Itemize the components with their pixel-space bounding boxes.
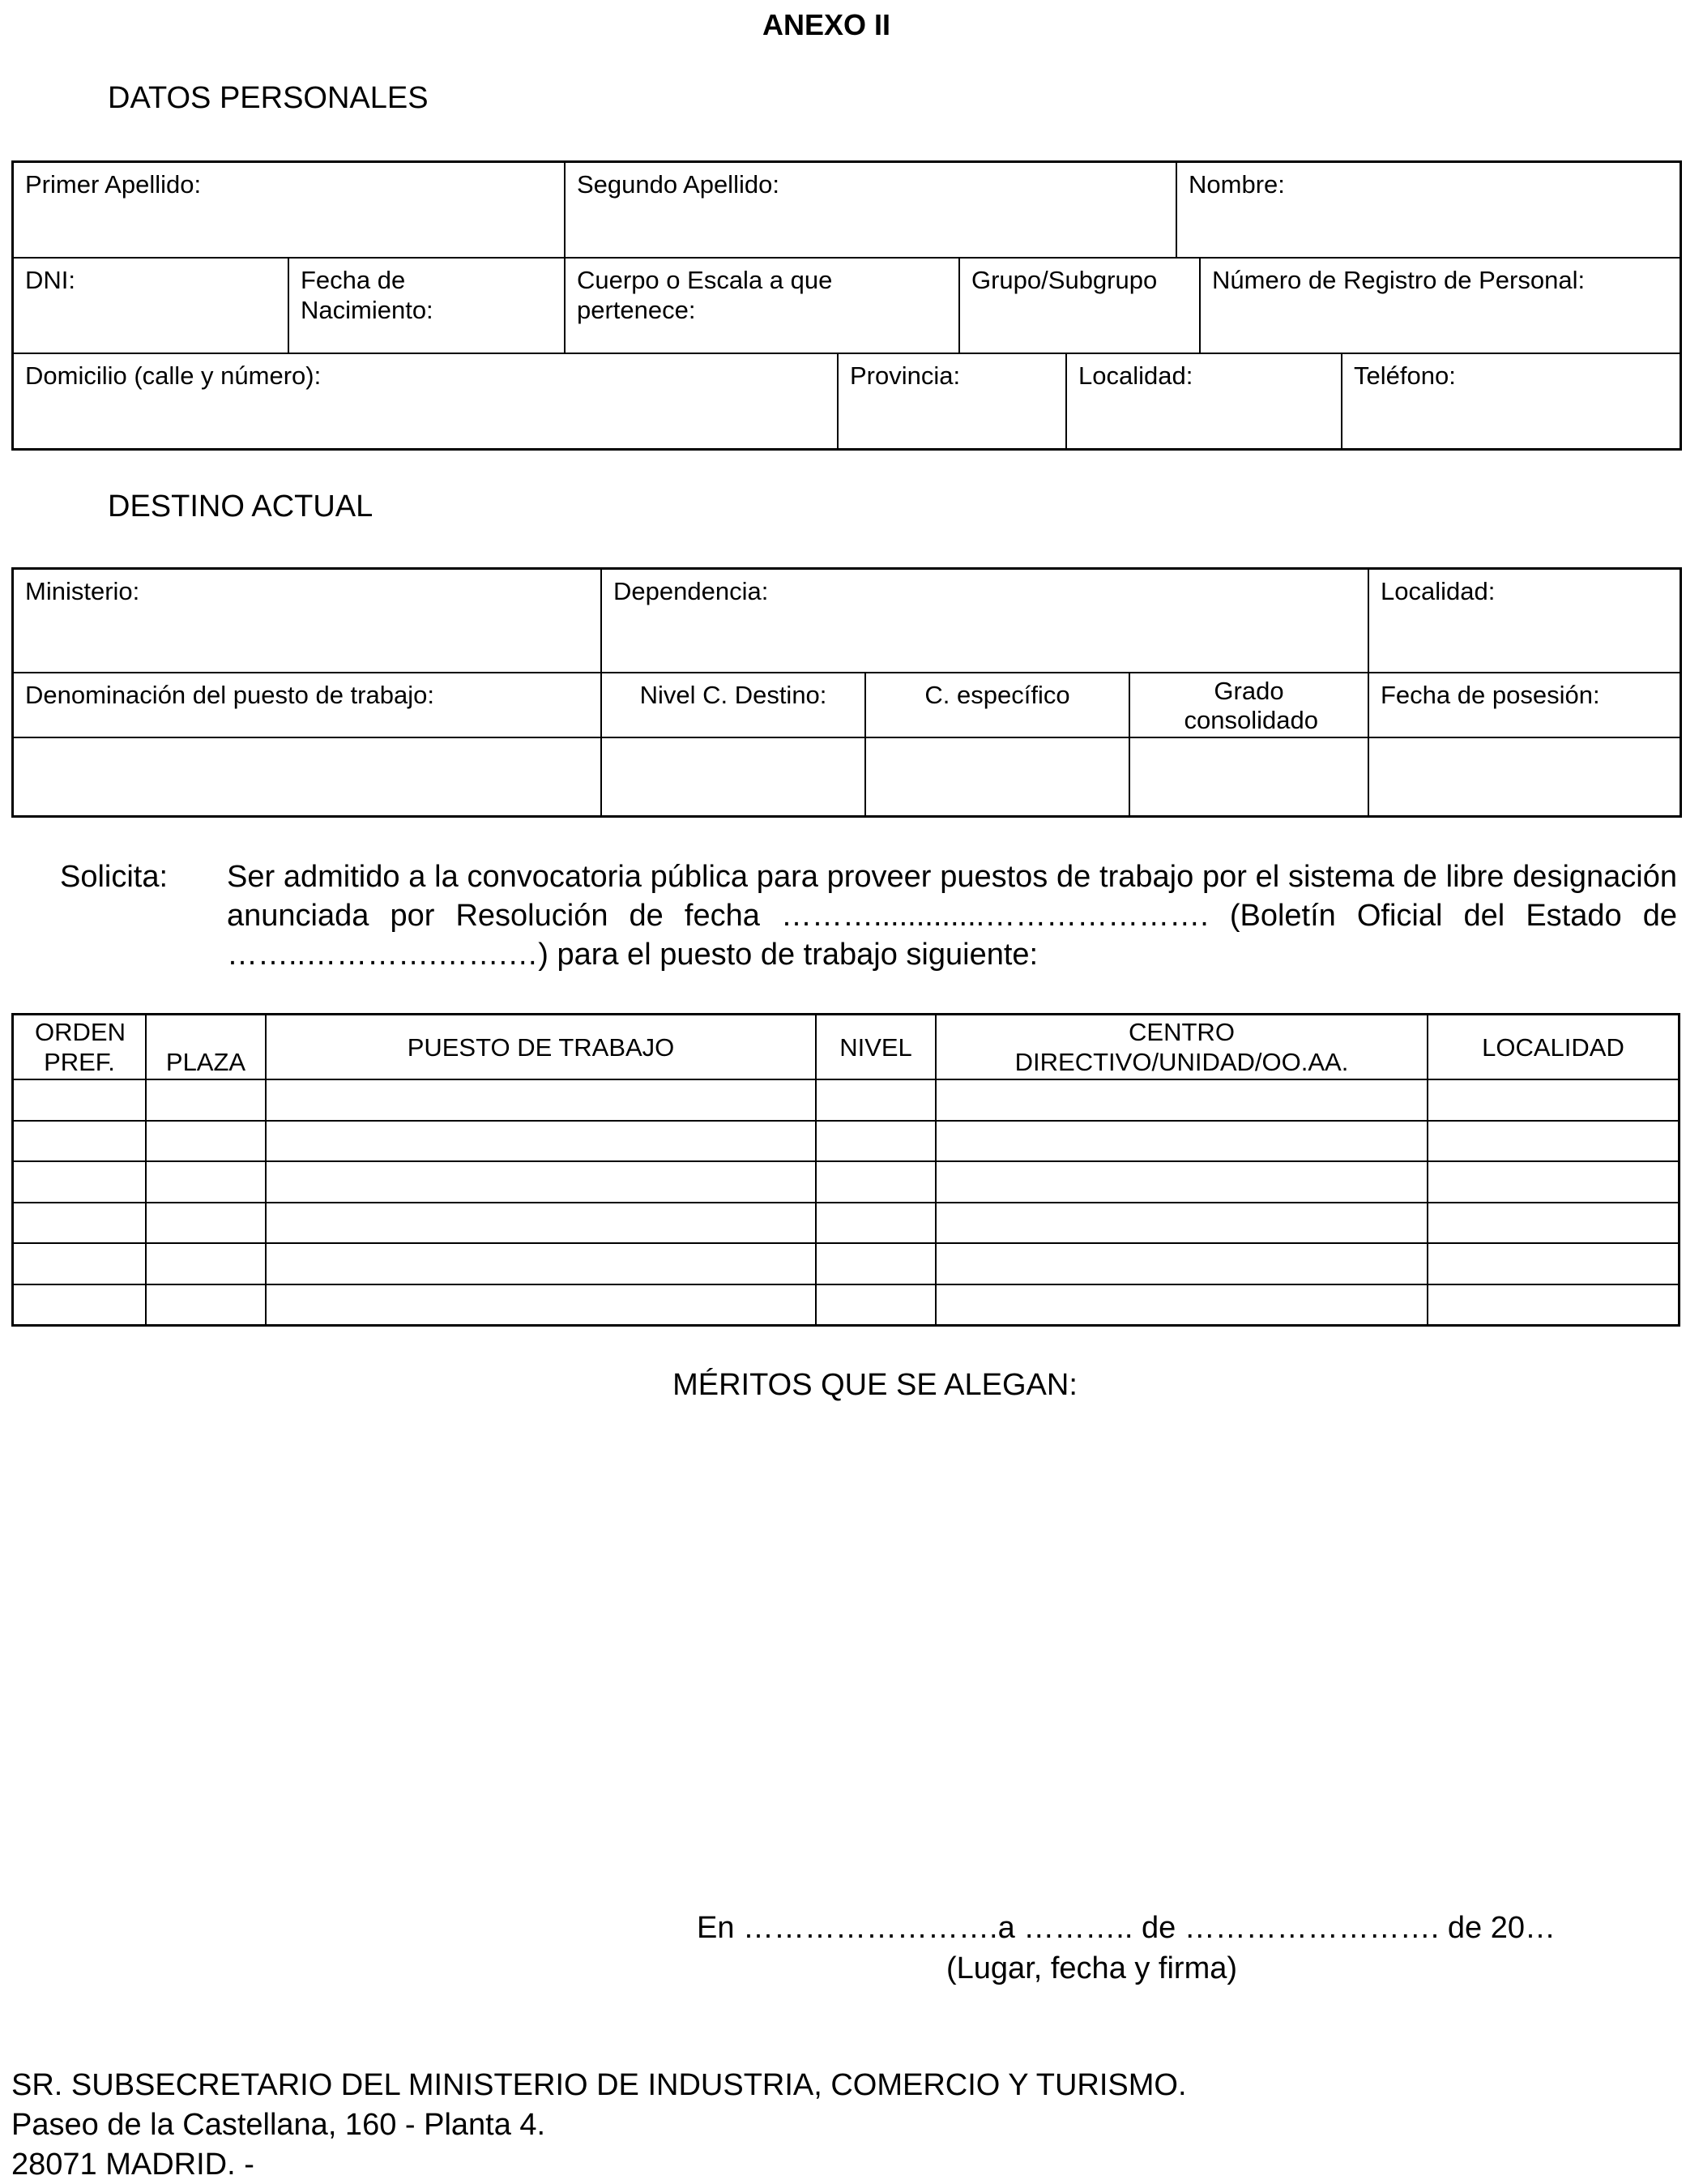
puesto-cell[interactable] <box>147 1244 267 1285</box>
puesto-cell[interactable] <box>937 1080 1428 1122</box>
puesto-cell[interactable] <box>937 1122 1428 1163</box>
firma-line: En …………………….a ……….. de ……………………. de 20… <box>697 1911 1556 1945</box>
provincia-field[interactable] <box>839 354 1067 448</box>
puesto-cell[interactable] <box>817 1285 937 1327</box>
puesto-cell[interactable] <box>1428 1244 1678 1285</box>
puesto-cell[interactable] <box>14 1162 147 1203</box>
ministerio-field[interactable] <box>14 570 602 673</box>
nrp-label: Número de Registro de Personal: <box>1212 266 1586 294</box>
puesto-header <box>267 1015 817 1080</box>
especifico-value[interactable] <box>866 738 1130 815</box>
puesto-cell[interactable] <box>817 1122 937 1163</box>
puesto-cell[interactable] <box>267 1203 817 1245</box>
puesto-cell[interactable] <box>267 1162 817 1203</box>
domicilio-label: Domicilio (calle y número): <box>25 361 322 390</box>
puesto-cell[interactable] <box>937 1162 1428 1203</box>
nombre-field[interactable] <box>1177 163 1680 259</box>
puesto-label: PUESTO DE TRABAJO <box>407 1032 675 1062</box>
destino-table <box>11 567 1682 818</box>
fecha-posesion-label: Fecha de posesión: <box>1381 681 1600 709</box>
segundo-apellido-label: Segundo Apellido: <box>577 170 779 199</box>
nivel-label: Nivel C. Destino: <box>639 681 827 709</box>
especifico-header <box>866 673 1130 738</box>
localidad-field[interactable] <box>1067 354 1342 448</box>
footer-address: Paseo de la Castellana, 160 - Planta 4. <box>11 2108 546 2142</box>
puesto-cell[interactable] <box>267 1244 817 1285</box>
centro-label: CENTRO DIRECTIVO/UNIDAD/OO.AA. <box>1014 1018 1349 1076</box>
orden-label: ORDEN PREF. <box>35 1018 126 1076</box>
provincia-label: Provincia: <box>850 361 961 390</box>
grado-header <box>1130 673 1369 738</box>
puesto-cell[interactable] <box>817 1203 937 1245</box>
puesto-cell[interactable] <box>14 1080 147 1122</box>
grado-value[interactable] <box>1130 738 1369 815</box>
dependencia-label: Dependencia: <box>613 577 769 605</box>
localidad-col-label: LOCALIDAD <box>1482 1032 1624 1062</box>
denominacion-header <box>14 673 602 738</box>
plaza-header <box>147 1015 267 1080</box>
puesto-cell[interactable] <box>14 1285 147 1327</box>
puesto-cell[interactable] <box>1428 1080 1678 1122</box>
puesto-cell[interactable] <box>817 1244 937 1285</box>
destino-localidad-field[interactable] <box>1369 570 1680 673</box>
fecha-nacimiento-label: Fecha de Nacimiento: <box>301 266 433 324</box>
nivel-col-label: NIVEL <box>839 1032 912 1062</box>
cuerpo-field[interactable] <box>566 259 960 354</box>
puesto-cell[interactable] <box>14 1122 147 1163</box>
primer-apellido-label: Primer Apellido: <box>25 170 202 199</box>
puesto-cell[interactable] <box>147 1203 267 1245</box>
dependencia-field[interactable] <box>602 570 1369 673</box>
puesto-cell[interactable] <box>1428 1162 1678 1203</box>
plaza-label: PLAZA <box>165 1048 246 1076</box>
grupo-field[interactable] <box>960 259 1201 354</box>
segundo-apellido-field[interactable] <box>566 163 1177 259</box>
orden-header <box>14 1015 147 1080</box>
ministerio-label: Ministerio: <box>25 577 140 605</box>
meritos-heading: MÉRITOS QUE SE ALEGAN: <box>672 1368 1078 1402</box>
puesto-cell[interactable] <box>14 1203 147 1245</box>
puesto-cell[interactable] <box>147 1162 267 1203</box>
grupo-label: Grupo/Subgrupo <box>971 266 1158 294</box>
especifico-label: C. específico <box>924 681 1070 709</box>
centro-header <box>937 1015 1428 1080</box>
cuerpo-label: Cuerpo o Escala a que pertenece: <box>577 266 833 324</box>
puesto-cell[interactable] <box>937 1285 1428 1327</box>
puesto-cell[interactable] <box>267 1285 817 1327</box>
puesto-cell[interactable] <box>937 1203 1428 1245</box>
puesto-cell[interactable] <box>147 1080 267 1122</box>
nrp-field[interactable] <box>1201 259 1680 354</box>
meritos-area[interactable] <box>11 1426 1680 1880</box>
fecha-posesion-header <box>1369 673 1680 738</box>
nivel-value[interactable] <box>602 738 866 815</box>
puesto-cell[interactable] <box>147 1285 267 1327</box>
footer-addressee: SR. SUBSECRETARIO DEL MINISTERIO DE INDUSTRIA, COMERCIO Y TURISMO. <box>11 2068 1187 2102</box>
puesto-cell[interactable] <box>14 1244 147 1285</box>
puesto-cell[interactable] <box>817 1162 937 1203</box>
solicita-text: Ser admitido a la convocatoria pública para proveer puestos de trabajo por el sistema de libre designación anunciada por Resolución de fecha ……….............…………………. (Boletín Oficial del Estado de ……..………….…….…) para el puesto de trabajo siguiente: <box>227 860 1677 972</box>
footer-city: 28071 MADRID. - <box>11 2148 254 2182</box>
page-title: ANEXO II <box>762 8 891 41</box>
personal-heading: DATOS PERSONALES <box>108 81 429 115</box>
denominacion-value[interactable] <box>14 738 602 815</box>
destino-heading: DESTINO ACTUAL <box>108 489 373 524</box>
firma-caption: (Lugar, fecha y firma) <box>946 1951 1238 1985</box>
nivel-col-header <box>817 1015 937 1080</box>
nombre-label: Nombre: <box>1189 170 1285 199</box>
puesto-cell[interactable] <box>267 1080 817 1122</box>
fecha-nacimiento-field[interactable] <box>289 259 566 354</box>
localidad-label: Localidad: <box>1078 361 1193 390</box>
primer-apellido-field[interactable] <box>14 163 566 259</box>
destino-localidad-label: Localidad: <box>1381 577 1496 605</box>
nivel-header <box>602 673 866 738</box>
dni-label: DNI: <box>25 266 75 294</box>
domicilio-field[interactable] <box>14 354 839 448</box>
puestos-table <box>11 1013 1680 1327</box>
telefono-field[interactable] <box>1342 354 1680 448</box>
puesto-cell[interactable] <box>937 1244 1428 1285</box>
denominacion-label: Denominación del puesto de trabajo: <box>25 681 434 709</box>
puesto-cell[interactable] <box>1428 1285 1678 1327</box>
puesto-cell[interactable] <box>1428 1203 1678 1245</box>
puesto-cell[interactable] <box>817 1080 937 1122</box>
localidad-col-header <box>1428 1015 1678 1080</box>
telefono-label: Teléfono: <box>1354 361 1456 390</box>
fecha-posesion-value[interactable] <box>1369 738 1680 815</box>
personal-table <box>11 160 1682 451</box>
grado-label: Grado consolidado <box>1184 677 1318 734</box>
solicita-label: Solicita: <box>60 860 169 894</box>
puesto-cell[interactable] <box>147 1122 267 1163</box>
puesto-cell[interactable] <box>1428 1122 1678 1163</box>
puesto-cell[interactable] <box>267 1122 817 1163</box>
dni-field[interactable] <box>14 259 289 354</box>
